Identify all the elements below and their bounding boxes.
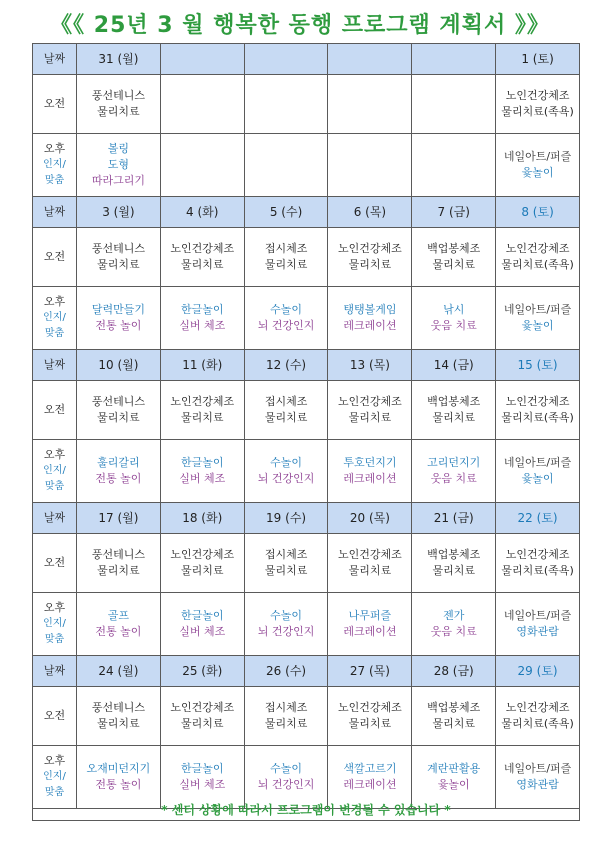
pm-program-text: 영화관람: [516, 778, 559, 791]
pm-label-text: 인지/: [43, 618, 66, 629]
pm-label-text: 오후: [43, 754, 66, 767]
date-cell: [328, 44, 412, 75]
date-cell: 13 (목): [328, 350, 412, 381]
date-row: [33, 656, 580, 687]
pm-label: [33, 134, 77, 197]
pm-program-text: 뇌 건강인지: [257, 778, 315, 791]
pm-program-text: 윷놀이: [437, 778, 470, 791]
pm-label-text: 인지/: [43, 159, 66, 170]
pm-program-text: 훌리갈리: [97, 456, 140, 469]
am-program-text: 물리치료: [97, 411, 140, 424]
am-program-text: 물리치료: [97, 105, 140, 118]
pm-program-text: 네일아트/퍼즐: [503, 456, 572, 469]
am-program-cell: [412, 687, 496, 746]
pm-program-text: 전통 놀이: [95, 778, 142, 791]
pm-program-text: 전통 놀이: [95, 472, 142, 485]
am-program-cell: [328, 381, 412, 440]
am-program-text: 노인건강체조: [505, 548, 570, 561]
am-program-cell: [244, 687, 328, 746]
am-program-text: 물리치료: [264, 411, 308, 424]
date-cell: 11 (화): [160, 350, 244, 381]
am-program-text: 물리치료: [97, 564, 140, 577]
pm-label: [33, 287, 77, 350]
pm-program-cell: [328, 287, 412, 350]
pm-label-text: 오후: [43, 142, 66, 155]
pm-program-text: 투호던지기: [343, 456, 397, 469]
am-row: [33, 534, 580, 593]
am-program-text: 물리치료: [432, 258, 475, 271]
am-program-text: 물리치료: [180, 564, 224, 577]
pm-program-text: 골프: [107, 609, 130, 622]
am-program-cell: [160, 687, 244, 746]
pm-row: [33, 134, 580, 197]
date-label: 날짜: [33, 656, 77, 687]
am-program-text: 노인건강체조: [505, 89, 570, 102]
am-program-text: 노인건강체조: [505, 242, 570, 255]
am-program-text: 물리치료: [348, 258, 392, 271]
am-program-text: 노인건강체조: [338, 395, 402, 408]
am-program-text: 물리치료: [97, 258, 140, 271]
am-program-text: 물리치료(족욕): [501, 717, 574, 730]
date-cell: 24 (월): [77, 656, 161, 687]
pm-program-text: 네일아트/퍼즐: [503, 303, 572, 316]
am-program-text: 노인건강체조: [338, 701, 402, 714]
date-label: 날짜: [33, 350, 77, 381]
date-cell: 3 (월): [77, 197, 161, 228]
am-program-cell: [160, 534, 244, 593]
am-program-text: 노인건강체조: [338, 548, 402, 561]
pm-program-cell: [412, 287, 496, 350]
am-program-text: 접시체조: [264, 548, 308, 561]
pm-program-cell: [244, 593, 328, 656]
date-cell: 26 (수): [244, 656, 328, 687]
pm-program-text: 달력만들기: [91, 303, 145, 316]
am-program-cell: [244, 534, 328, 593]
pm-row: [33, 287, 580, 350]
pm-program-cell: [412, 134, 496, 197]
pm-program-text: 한글놀이: [180, 456, 224, 469]
am-program-text: 풍선테니스: [91, 395, 145, 408]
pm-label-text: 맞춤: [44, 634, 65, 645]
pm-program-text: 레크레이션: [343, 778, 397, 791]
pm-label-text: 맞춤: [44, 787, 65, 798]
pm-program-text: 한글놀이: [180, 609, 224, 622]
am-program-text: 물리치료: [264, 717, 308, 730]
am-program-text: 물리치료: [432, 564, 475, 577]
am-program-text: 물리치료: [180, 411, 224, 424]
am-program-text: 백업봉체조: [427, 395, 481, 408]
am-program-cell: [328, 534, 412, 593]
am-program-text: 물리치료(족욕): [501, 258, 574, 271]
date-cell: 21 (금): [412, 503, 496, 534]
am-program-text: 풍선테니스: [91, 242, 145, 255]
pm-program-cell: [328, 593, 412, 656]
date-cell: 17 (월): [77, 503, 161, 534]
pm-program-cell: [160, 134, 244, 197]
pm-program-text: 레크레이션: [343, 625, 397, 638]
am-program-cell: [412, 75, 496, 134]
am-program-cell: [412, 381, 496, 440]
pm-program-text: 윷놀이: [521, 166, 554, 179]
pm-program-text: 나무퍼즐: [348, 609, 392, 622]
am-program-cell: [496, 381, 580, 440]
date-cell: 18 (화): [160, 503, 244, 534]
am-program-cell: [412, 228, 496, 287]
pm-program-text: 수놀이: [270, 609, 303, 622]
pm-program-text: 도형: [107, 158, 130, 171]
pm-program-text: 오재미던지기: [86, 762, 151, 775]
pm-program-cell: [160, 440, 244, 503]
pm-label: [33, 593, 77, 656]
pm-program-text: 전통 놀이: [95, 319, 142, 332]
am-program-text: 풍선테니스: [91, 701, 145, 714]
am-label: 오전: [33, 534, 77, 593]
pm-label-text: 오후: [43, 295, 66, 308]
date-cell: 5 (수): [244, 197, 328, 228]
pm-program-text: 색깔고르기: [343, 762, 397, 775]
pm-program-cell: [77, 287, 161, 350]
am-program-text: 접시체조: [264, 395, 308, 408]
pm-program-text: 웃음 치료: [430, 472, 477, 485]
am-program-text: 물리치료: [348, 717, 392, 730]
am-program-text: 접시체조: [264, 701, 308, 714]
footer-notice: * 센터 상황에 따라서 프로그램이 변경될 수 있습니다 *: [32, 799, 580, 821]
pm-program-text: 한글놀이: [180, 762, 224, 775]
am-program-text: 물리치료(족욕): [501, 105, 574, 118]
date-cell: 14 (금): [412, 350, 496, 381]
pm-program-cell: [412, 440, 496, 503]
am-program-text: 노인건강체조: [170, 395, 235, 408]
pm-program-text: 영화관람: [516, 625, 559, 638]
date-cell: 12 (수): [244, 350, 328, 381]
am-program-text: 접시체조: [264, 242, 308, 255]
pm-program-text: 뇌 건강인지: [257, 625, 315, 638]
pm-row: [33, 440, 580, 503]
pm-label-text: 오후: [43, 601, 66, 614]
am-label: 오전: [33, 75, 77, 134]
pm-program-text: 네일아트/퍼즐: [503, 609, 572, 622]
pm-program-cell: [412, 593, 496, 656]
date-row: [33, 503, 580, 534]
am-program-cell: [77, 534, 161, 593]
pm-label-text: 인지/: [43, 312, 66, 323]
am-program-text: 풍선테니스: [91, 548, 145, 561]
am-row: [33, 75, 580, 134]
date-cell: 19 (수): [244, 503, 328, 534]
date-cell: 22 (토): [496, 503, 580, 534]
pm-program-cell: [77, 593, 161, 656]
date-cell: 28 (금): [412, 656, 496, 687]
pm-label-text: 인지/: [43, 771, 66, 782]
date-cell: [160, 44, 244, 75]
date-cell: 10 (월): [77, 350, 161, 381]
date-label: 날짜: [33, 503, 77, 534]
pm-program-text: 고리던지기: [427, 456, 481, 469]
pm-program-cell: [496, 440, 580, 503]
pm-program-text: 웃음 치료: [430, 625, 477, 638]
am-program-cell: [496, 75, 580, 134]
am-program-text: 노인건강체조: [170, 701, 235, 714]
pm-program-cell: [77, 440, 161, 503]
date-label: 날짜: [33, 197, 77, 228]
am-program-cell: [244, 381, 328, 440]
date-cell: 20 (목): [328, 503, 412, 534]
pm-program-text: 뇌 건강인지: [257, 319, 315, 332]
am-program-cell: [496, 687, 580, 746]
date-row: [33, 197, 580, 228]
am-program-text: 물리치료: [180, 717, 224, 730]
pm-program-text: 수놀이: [270, 456, 303, 469]
pm-program-cell: [328, 134, 412, 197]
am-program-cell: [77, 381, 161, 440]
pm-label-text: 인지/: [43, 465, 66, 476]
am-program-cell: [412, 534, 496, 593]
pm-program-text: 젠가: [443, 609, 465, 622]
am-row: [33, 381, 580, 440]
am-row: [33, 228, 580, 287]
date-cell: 31 (월): [77, 44, 161, 75]
am-program-text: 노인건강체조: [505, 395, 570, 408]
pm-label-text: 맞춤: [44, 481, 65, 492]
am-program-text: 노인건강체조: [505, 701, 570, 714]
pm-program-cell: [244, 287, 328, 350]
am-label: 오전: [33, 228, 77, 287]
am-program-text: 물리치료(족욕): [501, 411, 574, 424]
pm-program-text: 따라그리기: [91, 174, 145, 187]
pm-program-cell: [496, 134, 580, 197]
am-label: 오전: [33, 381, 77, 440]
am-program-cell: [77, 228, 161, 287]
am-program-cell: [160, 75, 244, 134]
am-program-text: 백업봉체조: [427, 701, 481, 714]
am-program-cell: [328, 228, 412, 287]
pm-program-cell: [160, 287, 244, 350]
pm-program-cell: [328, 440, 412, 503]
date-row: [33, 350, 580, 381]
am-program-text: 물리치료: [348, 564, 392, 577]
pm-program-text: 윷놀이: [521, 472, 554, 485]
date-cell: 1 (토): [496, 44, 580, 75]
am-program-text: 물리치료: [432, 717, 475, 730]
date-cell: 8 (토): [496, 197, 580, 228]
pm-program-cell: [244, 440, 328, 503]
page-title: 《《 25년 3 월 행복한 동행 프로그램 계획서 》》: [50, 13, 550, 38]
pm-program-text: 웃음 치료: [430, 319, 477, 332]
am-program-text: 노인건강체조: [170, 242, 235, 255]
date-cell: 7 (금): [412, 197, 496, 228]
am-program-text: 물리치료(족욕): [501, 564, 574, 577]
am-program-text: 물리치료: [264, 258, 308, 271]
am-program-cell: [244, 228, 328, 287]
am-program-text: 물리치료: [348, 411, 392, 424]
pm-program-text: 실버 체조: [179, 625, 226, 638]
am-program-text: 노인건강체조: [338, 242, 402, 255]
pm-program-cell: [244, 134, 328, 197]
am-program-cell: [77, 687, 161, 746]
pm-label-text: 오후: [43, 448, 66, 461]
pm-program-text: 뇌 건강인지: [257, 472, 315, 485]
pm-program-text: 실버 체조: [179, 778, 226, 791]
am-program-text: 풍선테니스: [91, 89, 145, 102]
am-program-text: 물리치료: [264, 564, 308, 577]
pm-row: [33, 593, 580, 656]
pm-program-cell: [496, 287, 580, 350]
am-program-cell: [328, 687, 412, 746]
pm-program-text: 네일아트/퍼즐: [503, 150, 572, 163]
pm-program-text: 낚시: [443, 303, 465, 316]
pm-program-text: 수놀이: [270, 303, 303, 316]
pm-program-cell: [496, 593, 580, 656]
am-program-cell: [496, 534, 580, 593]
date-cell: [412, 44, 496, 75]
am-program-text: 물리치료: [432, 411, 475, 424]
pm-program-cell: [160, 593, 244, 656]
pm-program-text: 탱탱볼게임: [343, 303, 397, 316]
am-program-cell: [160, 228, 244, 287]
date-cell: 4 (화): [160, 197, 244, 228]
date-cell: 15 (토): [496, 350, 580, 381]
date-cell: 6 (목): [328, 197, 412, 228]
am-label: 오전: [33, 687, 77, 746]
am-program-cell: [244, 75, 328, 134]
am-program-text: 백업봉체조: [427, 548, 481, 561]
pm-program-text: 한글놀이: [180, 303, 224, 316]
am-program-cell: [328, 75, 412, 134]
date-cell: 29 (토): [496, 656, 580, 687]
pm-program-text: 전통 놀이: [95, 625, 142, 638]
am-program-cell: [77, 75, 161, 134]
date-cell: [244, 44, 328, 75]
date-label: 날짜: [33, 44, 77, 75]
pm-program-cell: [77, 134, 161, 197]
pm-program-text: 실버 체조: [179, 319, 226, 332]
pm-label: [33, 440, 77, 503]
pm-program-text: 볼링: [107, 142, 130, 155]
am-row: [33, 687, 580, 746]
pm-program-text: 네일아트/퍼즐: [503, 762, 572, 775]
pm-label-text: 맞춤: [44, 328, 65, 339]
am-program-text: 백업봉체조: [427, 242, 481, 255]
date-cell: 25 (화): [160, 656, 244, 687]
date-cell: 27 (목): [328, 656, 412, 687]
program-schedule-table: [32, 43, 580, 809]
date-row: [33, 44, 580, 75]
am-program-text: 물리치료: [180, 258, 224, 271]
pm-program-text: 실버 체조: [179, 472, 226, 485]
pm-label-text: 맞춤: [44, 175, 65, 186]
pm-program-text: 레크레이션: [343, 472, 397, 485]
pm-program-text: 수놀이: [270, 762, 303, 775]
am-program-text: 물리치료: [97, 717, 140, 730]
am-program-text: 노인건강체조: [170, 548, 235, 561]
pm-program-text: 계란판활용: [427, 762, 481, 775]
am-program-cell: [160, 381, 244, 440]
pm-program-text: 레크레이션: [343, 319, 397, 332]
am-program-cell: [496, 228, 580, 287]
pm-program-text: 윷놀이: [521, 319, 554, 332]
